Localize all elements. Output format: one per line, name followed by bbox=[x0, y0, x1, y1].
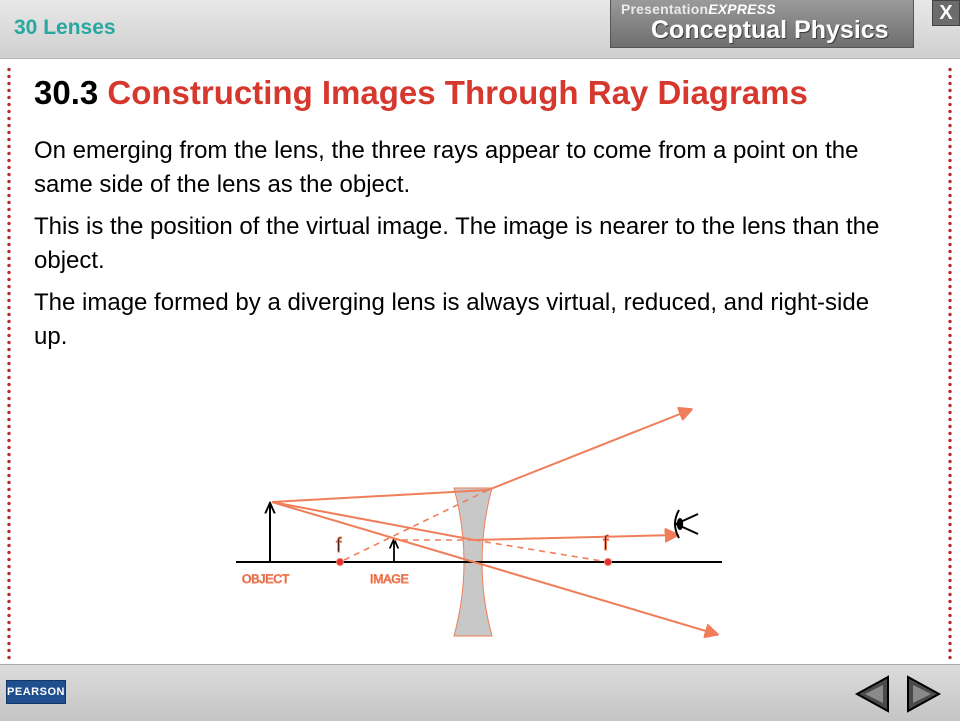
next-slide-button[interactable] bbox=[904, 674, 944, 714]
eye-icon bbox=[675, 510, 698, 538]
slide-body bbox=[34, 134, 904, 362]
focal-point-left bbox=[337, 559, 344, 566]
focal-label-right: f bbox=[603, 533, 609, 555]
close-button[interactable]: X bbox=[932, 0, 960, 26]
paragraph-1: On emerging from the lens, the three rays appear to come from a point on the same side of the lens as the object. bbox=[34, 137, 859, 198]
dashed-extension-lower bbox=[474, 540, 608, 562]
left-dotted-border bbox=[7, 66, 11, 662]
section-title: Constructing Images Through Ray Diagrams bbox=[107, 74, 808, 111]
brand-express: EXPRESS bbox=[708, 1, 776, 17]
chapter-title: 30 Lenses bbox=[14, 16, 116, 39]
image-label: IMAGE bbox=[370, 572, 409, 586]
focal-point-right bbox=[605, 559, 612, 566]
previous-slide-button[interactable] bbox=[852, 674, 892, 714]
ray-through-center bbox=[272, 502, 716, 634]
triangle-left-icon bbox=[857, 677, 888, 711]
focal-label-left: f bbox=[336, 535, 342, 557]
section-number: 30.3 bbox=[34, 74, 99, 111]
slide-title bbox=[34, 74, 808, 112]
brand-prefix: Presentation bbox=[621, 1, 709, 17]
footer-bar bbox=[0, 664, 960, 721]
brand-subtitle bbox=[621, 1, 776, 17]
paragraph-3: The image formed by a diverging lens is always virtual, reduced, and right-side up. bbox=[34, 289, 870, 350]
header-bar bbox=[0, 0, 960, 59]
ray-diagram bbox=[220, 390, 740, 650]
right-dotted-border bbox=[948, 66, 952, 662]
paragraph-2: This is the position of the virtual image. The image is nearer to the lens than the object. bbox=[34, 213, 880, 274]
brand-title: Conceptual Physics bbox=[651, 16, 889, 44]
object-label: OBJECT bbox=[242, 572, 290, 586]
triangle-right-icon bbox=[908, 677, 939, 711]
pearson-logo: PEARSON bbox=[6, 680, 66, 704]
brand-logo bbox=[610, 0, 914, 48]
